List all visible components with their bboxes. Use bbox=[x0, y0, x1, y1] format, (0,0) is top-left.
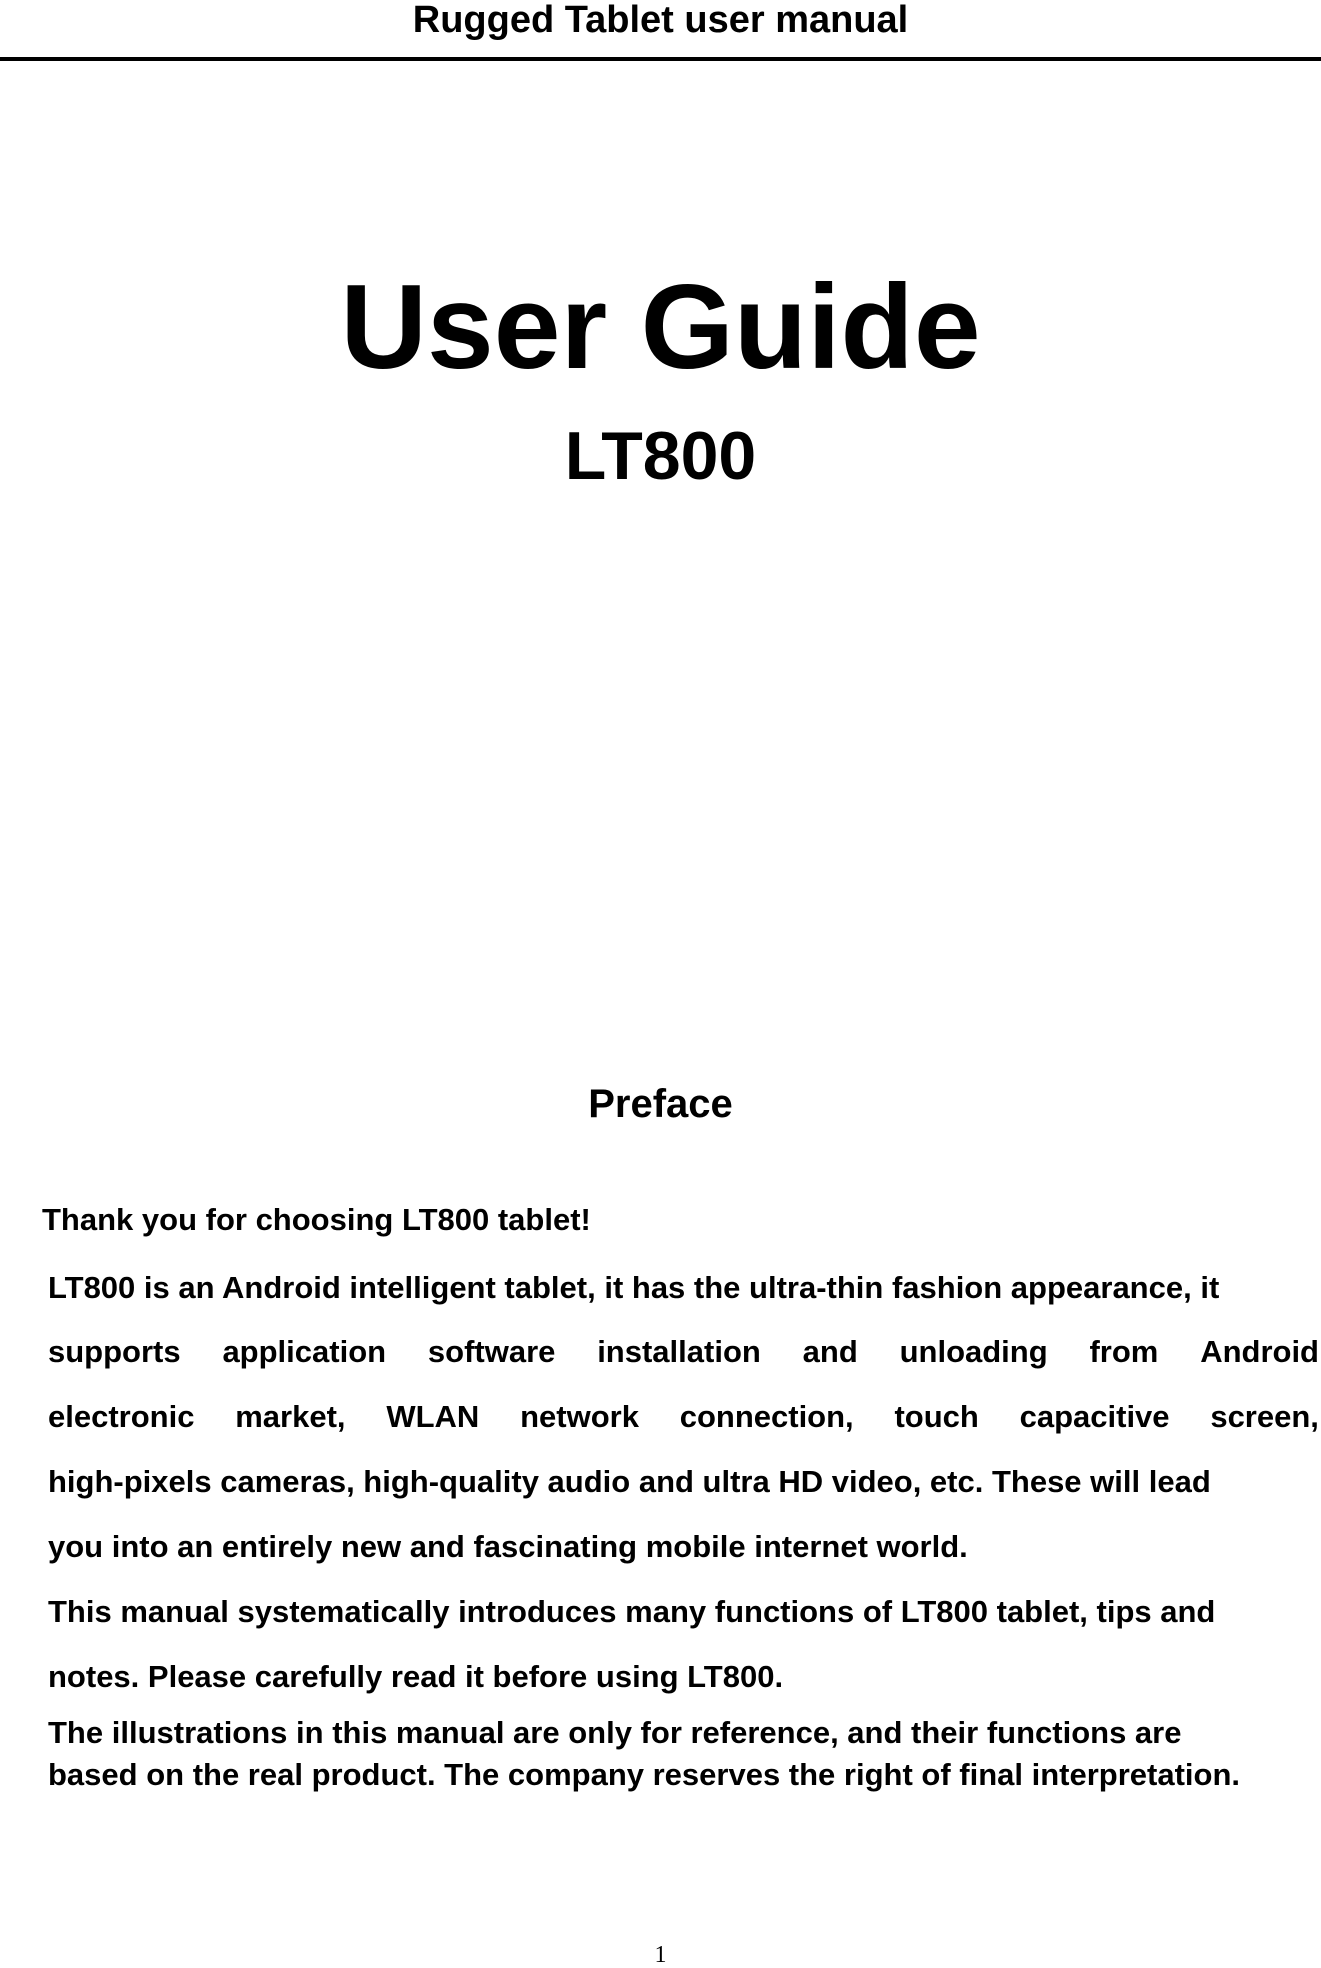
header-divider bbox=[0, 57, 1321, 61]
word: and bbox=[802, 1334, 858, 1369]
preface-paragraph-2-line-2: notes. Please carefully read it before using LT800. bbox=[48, 1659, 784, 1694]
word: network bbox=[520, 1399, 639, 1434]
product-model: LT800 bbox=[564, 418, 757, 494]
word: Android bbox=[1200, 1334, 1319, 1369]
word: installation bbox=[597, 1334, 761, 1369]
word: from bbox=[1089, 1334, 1159, 1369]
word: connection, bbox=[679, 1399, 854, 1434]
word: screen, bbox=[1210, 1399, 1319, 1434]
preface-paragraph-1-line-3 bbox=[48, 1397, 1319, 1437]
word: unloading bbox=[899, 1334, 1048, 1369]
preface-paragraph-3-line-2: based on the real product. The company reserves the right of final interpretation. bbox=[48, 1757, 1241, 1792]
preface-paragraph-1-line-4: high-pixels cameras, high-quality audio and ultra HD video, etc. These will lead bbox=[48, 1464, 1211, 1499]
word: capacitive bbox=[1019, 1399, 1170, 1434]
word: application bbox=[222, 1334, 387, 1369]
word: electronic bbox=[48, 1399, 195, 1434]
preface-paragraph-1-line-5: you into an entirely new and fascinating mobile internet world. bbox=[48, 1529, 968, 1564]
preface-paragraph-3-line-1: The illustrations in this manual are only for reference, and their functions are bbox=[48, 1715, 1182, 1750]
preface-heading: Preface bbox=[588, 1082, 733, 1126]
word: WLAN bbox=[386, 1399, 480, 1434]
document-title: User Guide bbox=[340, 260, 981, 394]
preface-paragraph-2-line-1: This manual systematically introduces many functions of LT800 tablet, tips and bbox=[48, 1594, 1216, 1629]
word: supports bbox=[48, 1334, 181, 1369]
word: market, bbox=[235, 1399, 346, 1434]
page-number: 1 bbox=[654, 1942, 667, 1968]
word: touch bbox=[894, 1399, 979, 1434]
word: software bbox=[427, 1334, 556, 1369]
preface-paragraph-1-line-1: LT800 is an Android intelligent tablet, it has the ultra-thin fashion appearance, it bbox=[48, 1270, 1220, 1305]
running-header-title: Rugged Tablet user manual bbox=[412, 0, 909, 41]
preface-paragraph-1-line-2 bbox=[48, 1332, 1319, 1372]
preface-greeting: Thank you for choosing LT800 tablet! bbox=[42, 1202, 591, 1237]
